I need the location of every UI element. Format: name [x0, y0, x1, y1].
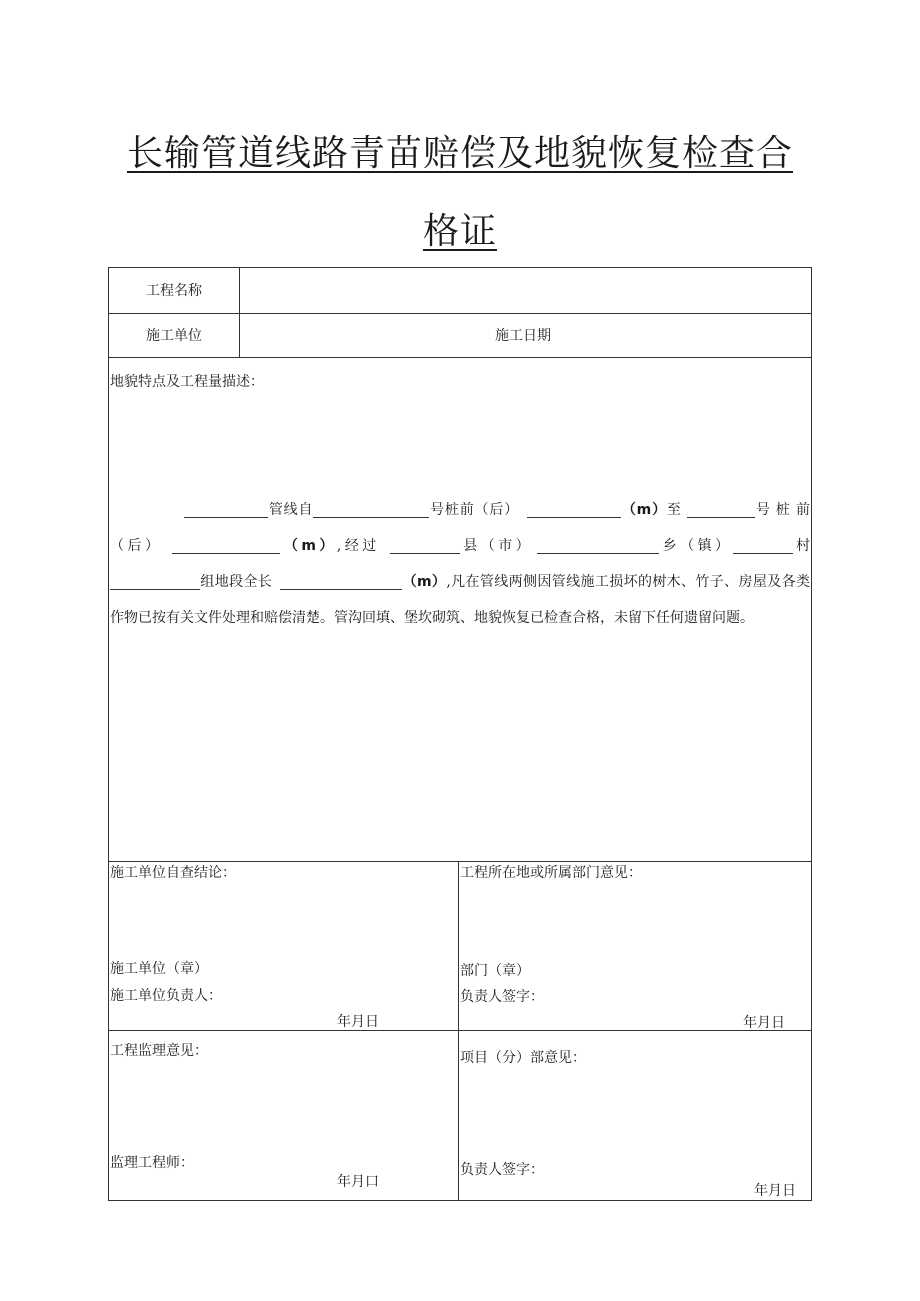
start-distance-blank[interactable] [527, 501, 621, 518]
unit-meter: （m） [280, 538, 337, 554]
supervision-label: 工程监理意见： [110, 1043, 208, 1059]
pipeline-name-blank[interactable] [184, 501, 268, 518]
project-name-input[interactable] [239, 267, 812, 314]
description-label: 地貌特点及工程量描述： [110, 374, 264, 390]
document-title-line2: 格证 [422, 211, 497, 252]
self-check-person: 施工单位负责人： [110, 988, 222, 1004]
township-blank[interactable] [537, 537, 659, 554]
construction-date-label: 施工日期 [495, 328, 551, 344]
self-check-cell [108, 861, 459, 1031]
local-dept-label: 工程所在地或所属部门意见： [460, 865, 642, 881]
desc-text: ,凡在管线两侧因管线施工损坏的树木、竹子、房屋及各类作物已按有关文件处理和赔偿清楚。管沟回填、堡坎砌筑、地貌恢复已检查合格，未留下任何遗留问题。 [110, 574, 811, 626]
self-check-seal: 施工单位（章） [110, 961, 208, 977]
desc-text: 村 [792, 538, 811, 554]
supervision-engineer: 监理工程师： [110, 1155, 194, 1171]
group-blank[interactable] [110, 573, 200, 590]
description-paragraph [110, 492, 810, 636]
project-dept-signature: 负责人签字： [460, 1162, 544, 1178]
desc-text: 县（市） [459, 538, 534, 554]
self-check-date: 年月日 [337, 1014, 379, 1030]
local-dept-date: 年月日 [743, 1015, 785, 1031]
end-distance-blank[interactable] [172, 537, 280, 554]
desc-text: 乡（镇） [659, 538, 733, 554]
total-length-blank[interactable] [280, 573, 402, 590]
self-check-label: 施工单位自查结论： [110, 865, 236, 881]
document-title-line1: 长输管道线路青苗赔偿及地貌恢复检查合 [126, 133, 793, 174]
local-dept-seal: 部门（章） [460, 963, 530, 979]
project-name-label: 工程名称 [146, 283, 202, 299]
end-stake-blank[interactable] [687, 501, 755, 518]
unit-meter: （m） [621, 502, 667, 518]
county-blank[interactable] [390, 537, 460, 554]
desc-text: 号桩前（后） [429, 502, 520, 518]
supervision-date: 年月口 [337, 1174, 379, 1190]
desc-text: （后） [110, 538, 163, 554]
desc-text: 管线自 [268, 502, 314, 518]
village-blank[interactable] [733, 537, 793, 554]
unit-meter: （m） [402, 574, 447, 590]
local-dept-signature: 负责人签字： [460, 989, 544, 1005]
desc-text: 组地段全长 [200, 574, 273, 590]
start-stake-blank[interactable] [313, 501, 429, 518]
desc-text: ,经过 [336, 538, 380, 554]
construction-unit-label: 施工单位 [146, 328, 202, 344]
desc-text: 号 桩 前 [755, 502, 811, 518]
project-dept-date: 年月日 [754, 1183, 796, 1199]
project-dept-label: 项目（分）部意见： [460, 1050, 586, 1066]
desc-text: 至 [666, 502, 682, 518]
